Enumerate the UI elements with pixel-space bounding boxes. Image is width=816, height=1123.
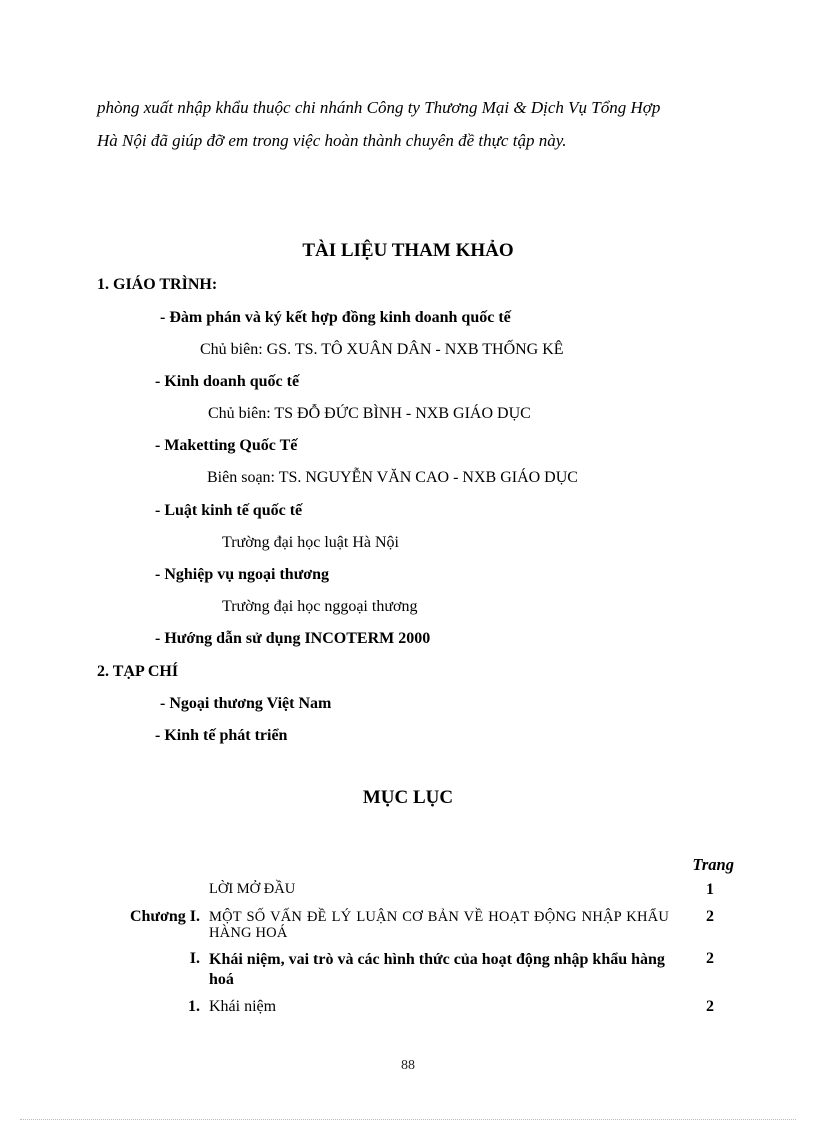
reference-item-title: - Maketting Quốc Tế bbox=[155, 437, 298, 454]
toc-entry-text: Khái niệm, vai trò và các hình thức của hoạt động nhập khẩu hàng hoá bbox=[209, 951, 665, 988]
page-number: 88 bbox=[401, 1058, 415, 1073]
reference-item-title: - Kinh doanh quốc tế bbox=[155, 373, 300, 390]
toc-entry-label: Chương I. bbox=[129, 908, 200, 925]
toc-entry-page: 2 bbox=[706, 908, 714, 925]
intro-line-2: Hà Nội đã giúp đỡ em trong việc hoàn thành chuyên đề thực tập này. bbox=[97, 131, 567, 150]
reference-item-detail: Chủ biên: GS. TS. TÔ XUÂN DÂN - NXB THỐNG KÊ bbox=[200, 341, 564, 358]
toc-entry-text: LỜI MỞ ĐẦU bbox=[209, 881, 296, 897]
intro-line-1: phòng xuất nhập khẩu thuộc chi nhánh Công ty Thương Mại & Dịch Vụ Tổng Hợp bbox=[97, 98, 661, 117]
reference-item-detail: Trường đại học nggoại thương bbox=[222, 598, 418, 615]
toc-entry-text: MỘT SỐ VẤN ĐỀ LÝ LUẬN CƠ BẢN VỀ HOẠT ĐỘNG NHẬP KHẨU HÀNG HOÁ bbox=[209, 909, 669, 941]
journal-item: - Kinh tế phát triển bbox=[155, 727, 288, 744]
toc-entry-page: 2 bbox=[706, 998, 714, 1015]
reference-item-title: - Đàm phán và ký kết hợp đồng kinh doanh quốc tế bbox=[160, 309, 511, 326]
toc-entry-label: I. bbox=[189, 950, 200, 967]
toc-page-header: Trang bbox=[692, 855, 734, 874]
toc-entry-page: 1 bbox=[706, 881, 714, 898]
page-edge-divider bbox=[20, 1119, 796, 1120]
section-heading-textbooks: 1. GIÁO TRÌNH: bbox=[97, 276, 218, 293]
section-heading-journals: 2. TẠP CHÍ bbox=[97, 663, 179, 680]
reference-item-detail: Trường đại học luật Hà Nội bbox=[222, 534, 399, 551]
reference-item-title: - Nghiệp vụ ngoại thương bbox=[155, 566, 330, 583]
references-title: TÀI LIỆU THAM KHẢO bbox=[302, 240, 514, 261]
journal-item: - Ngoại thương Việt Nam bbox=[160, 695, 332, 712]
toc-title: MỤC LỤC bbox=[362, 787, 454, 808]
toc-entry-label: 1. bbox=[188, 998, 200, 1015]
toc-entry-page: 2 bbox=[706, 950, 714, 967]
toc-entry-text: Khái niệm bbox=[209, 998, 277, 1015]
reference-item-title: - Hướng dẫn sử dụng INCOTERM 2000 bbox=[155, 630, 431, 647]
reference-item-detail: Biên soạn: TS. NGUYỄN VĂN CAO - NXB GIÁO DỤC bbox=[207, 469, 578, 486]
reference-item-detail: Chủ biên: TS ĐỖ ĐỨC BÌNH - NXB GIÁO DỤC bbox=[208, 405, 531, 422]
reference-item-title: - Luật kinh tế quốc tế bbox=[155, 502, 303, 519]
